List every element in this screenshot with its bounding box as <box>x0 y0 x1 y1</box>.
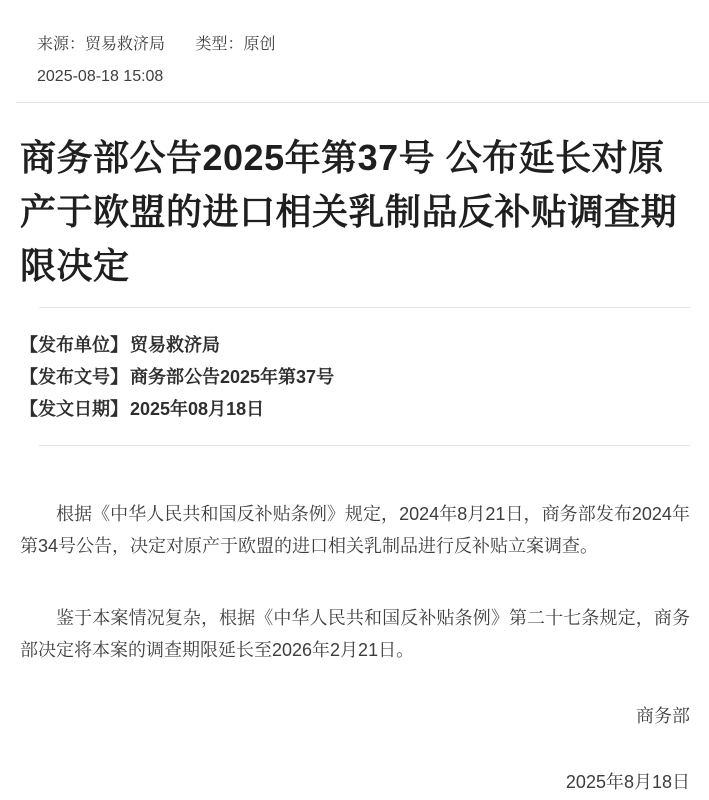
signature-date: 2025年8月18日 <box>565 772 690 792</box>
meta-document-number-value: 商务部公告2025年第37号 <box>130 367 335 387</box>
meta-issuing-unit <box>20 329 690 361</box>
meta-document-number <box>20 361 690 393</box>
meta-top-divider <box>39 307 690 308</box>
source-label: 来源： <box>37 36 86 53</box>
article-header <box>0 0 709 86</box>
meta-document-number-label: 【发布文号】 <box>20 367 128 387</box>
article-main <box>0 131 709 798</box>
paragraph-1: 根据《中华人民共和国反补贴条例》规定，2024年8月21日，商务部发布2024年第34号公告，决定对原产于欧盟的进口相关乳制品进行反补贴立案调查。 <box>20 504 690 556</box>
paragraph-2: 鉴于本案情况复杂，根据《中华人民共和国反补贴条例》第二十七条规定，商务部决定将本案的调查期限延长至2026年2月21日。 <box>20 608 690 660</box>
publish-time: 2025-08-18 15:08 <box>37 68 164 85</box>
signature: 商务部 <box>636 706 690 726</box>
meta-issue-date-label: 【发文日期】 <box>20 399 128 419</box>
article-title: 商务部公告2025年第37号 公布延长对原产于欧盟的进口相关乳制品反补贴调查期限决定 <box>20 137 678 286</box>
type-value: 原创 <box>243 36 276 53</box>
meta-issuing-unit-value: 贸易救济局 <box>130 335 220 355</box>
meta-issuing-unit-label: 【发布单位】 <box>20 335 128 355</box>
type-label: 类型： <box>195 36 244 53</box>
meta-bottom-divider <box>39 445 690 446</box>
source-value: 贸易救济局 <box>85 36 166 53</box>
meta-issue-date <box>20 393 690 425</box>
source-type-row <box>37 36 689 54</box>
meta-issue-date-value: 2025年08月18日 <box>130 399 265 419</box>
header-divider <box>16 102 709 103</box>
document-meta <box>20 329 690 425</box>
article-body <box>20 498 690 666</box>
type-group <box>195 36 275 53</box>
